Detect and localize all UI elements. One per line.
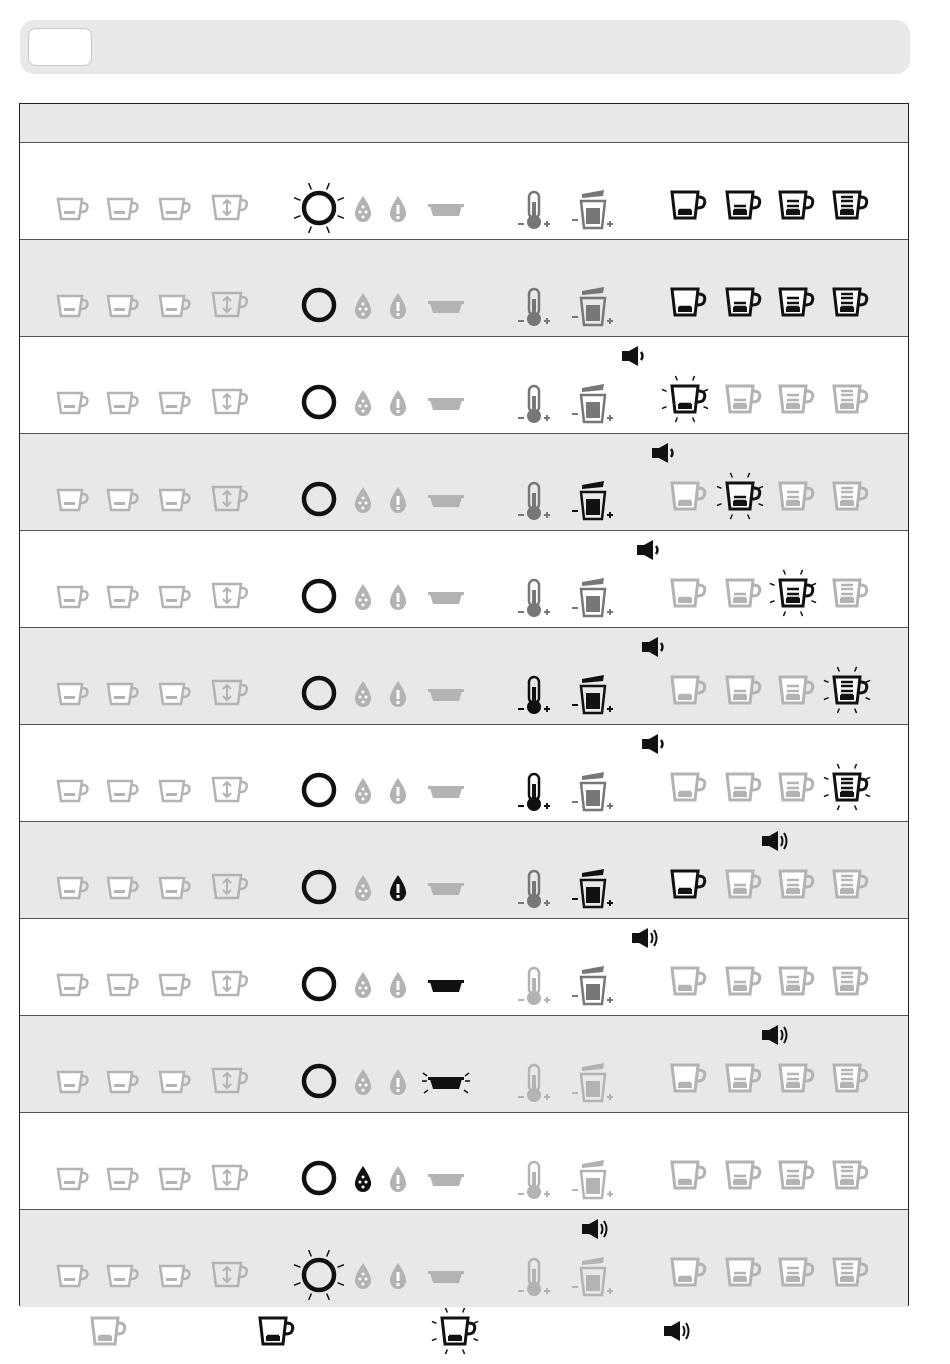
water-warning-icon (388, 1261, 408, 1291)
small-cup-icon (56, 584, 92, 612)
light-cup-3-icon (772, 962, 816, 1002)
large-cup-icon (158, 293, 194, 321)
light-cup-1-icon (664, 477, 708, 517)
table-row (20, 531, 908, 628)
mug-icon (211, 679, 251, 709)
table-row (20, 1113, 908, 1210)
indicator-table (19, 103, 909, 1306)
light-cup-2-icon (719, 380, 763, 420)
light-cup-1-icon (664, 865, 708, 905)
mug-icon (211, 388, 251, 418)
light-cup-1-icon (664, 380, 708, 420)
light-cup-2-icon (719, 1156, 763, 1196)
drip-tray-icon (418, 875, 474, 903)
sound-signal-icon (662, 1320, 694, 1342)
light-cup-4-icon (826, 1253, 870, 1293)
table-row (20, 434, 908, 531)
small-cup-icon (56, 487, 92, 515)
power-ring-icon (295, 1255, 343, 1295)
mug-icon (211, 873, 251, 903)
drip-tray-icon (418, 1166, 474, 1194)
sound-signal-icon (620, 345, 652, 367)
light-cup-4-icon (826, 671, 870, 711)
descale-drop-icon (352, 776, 374, 806)
small-cup-icon (56, 875, 92, 903)
cup-volume-icon (570, 964, 616, 1008)
mug-icon (211, 970, 251, 1000)
light-cup-2-icon (719, 477, 763, 517)
temperature-icon (516, 1061, 560, 1105)
light-cup-2-icon (719, 768, 763, 808)
water-warning-icon (388, 194, 408, 224)
light-cup-3-icon (772, 865, 816, 905)
sound-signal-icon (635, 539, 667, 561)
cup-volume-icon (570, 285, 616, 329)
water-warning-icon (388, 970, 408, 1000)
light-cup-3-icon (772, 574, 816, 614)
light-cup-3-icon (772, 186, 816, 226)
light-cup-3-icon (772, 1059, 816, 1099)
medium-cup-icon (106, 1069, 142, 1097)
light-cup-4-icon (826, 574, 870, 614)
water-warning-icon (388, 388, 408, 418)
light-cup-4-icon (826, 186, 870, 226)
cup-volume-icon (570, 382, 616, 426)
drip-tray-icon (418, 196, 474, 224)
drip-tray-icon (418, 584, 474, 612)
descale-drop-icon (352, 1164, 374, 1194)
small-cup-icon (56, 972, 92, 1000)
drip-tray-icon (418, 487, 474, 515)
water-warning-icon (388, 485, 408, 515)
light-cup-2-icon (719, 186, 763, 226)
light-cup-3-icon (772, 477, 816, 517)
power-ring-icon (295, 285, 343, 325)
drip-tray-icon (418, 390, 474, 418)
light-cup-4-icon (826, 1156, 870, 1196)
light-cup-1-icon (664, 768, 708, 808)
temperature-icon (516, 382, 560, 426)
table-row (20, 822, 908, 919)
power-ring-icon (295, 1061, 343, 1101)
small-cup-icon (56, 681, 92, 709)
light-cup-2-icon (719, 962, 763, 1002)
water-warning-icon (388, 873, 408, 903)
descale-drop-icon (352, 291, 374, 321)
sound-signal-icon (640, 733, 672, 755)
light-cup-4-icon (826, 1059, 870, 1099)
light-cup-4-icon (826, 962, 870, 1002)
table-row (20, 725, 908, 822)
mug-icon (211, 1067, 251, 1097)
medium-cup-icon (106, 1263, 142, 1291)
sound-signal-icon (650, 442, 682, 464)
medium-cup-icon (106, 196, 142, 224)
cup-volume-icon (570, 770, 616, 814)
light-cup-2-icon (719, 865, 763, 905)
small-cup-icon (56, 778, 92, 806)
cup-volume-icon (570, 1255, 616, 1299)
temperature-icon (516, 673, 560, 717)
mug-icon (211, 1261, 251, 1291)
temperature-icon (516, 479, 560, 523)
small-cup-icon (56, 390, 92, 418)
water-warning-icon (388, 679, 408, 709)
power-ring-icon (295, 1158, 343, 1198)
descale-drop-icon (352, 388, 374, 418)
large-cup-icon (158, 390, 194, 418)
light-blinking-icon (434, 1312, 478, 1352)
large-cup-icon (158, 196, 194, 224)
light-cup-2-icon (719, 1059, 763, 1099)
medium-cup-icon (106, 390, 142, 418)
large-cup-icon (158, 487, 194, 515)
descale-drop-icon (352, 485, 374, 515)
small-cup-icon (56, 1069, 92, 1097)
water-warning-icon (388, 1067, 408, 1097)
light-cup-3-icon (772, 671, 816, 711)
large-cup-icon (158, 1263, 194, 1291)
light-cup-3-icon (772, 1253, 816, 1293)
light-cup-1-icon (664, 671, 708, 711)
cup-volume-icon (570, 1061, 616, 1105)
light-cup-3-icon (772, 380, 816, 420)
drip-tray-icon (418, 1263, 474, 1291)
large-cup-icon (158, 681, 194, 709)
medium-cup-icon (106, 972, 142, 1000)
mug-icon (211, 485, 251, 515)
medium-cup-icon (106, 293, 142, 321)
sound-signal-icon (640, 636, 672, 658)
descale-drop-icon (352, 1261, 374, 1291)
mug-icon (211, 194, 251, 224)
water-warning-icon (388, 291, 408, 321)
table-row (20, 143, 908, 240)
table-row (20, 1016, 908, 1113)
drip-tray-icon (418, 778, 474, 806)
descale-drop-icon (352, 582, 374, 612)
light-cup-1-icon (664, 283, 708, 323)
power-ring-icon (295, 576, 343, 616)
drip-tray-icon (418, 293, 474, 321)
descale-drop-icon (352, 970, 374, 1000)
drip-tray-icon (418, 681, 474, 709)
power-ring-icon (295, 479, 343, 519)
light-cup-4-icon (826, 768, 870, 808)
cup-volume-icon (570, 576, 616, 620)
table-row (20, 628, 908, 725)
power-ring-icon (295, 770, 343, 810)
descale-drop-icon (352, 1067, 374, 1097)
light-cup-3-icon (772, 283, 816, 323)
cup-volume-icon (570, 673, 616, 717)
light-cup-2-icon (719, 671, 763, 711)
light-cup-2-icon (719, 1253, 763, 1293)
medium-cup-icon (106, 875, 142, 903)
sound-signal-icon (580, 1218, 612, 1240)
light-cup-1-icon (664, 574, 708, 614)
mug-icon (211, 291, 251, 321)
temperature-icon (516, 576, 560, 620)
water-warning-icon (388, 776, 408, 806)
water-warning-icon (388, 1164, 408, 1194)
header-tab (28, 28, 92, 66)
mug-icon (211, 1164, 251, 1194)
light-cup-1-icon (664, 1156, 708, 1196)
large-cup-icon (158, 875, 194, 903)
sound-signal-icon (760, 1024, 792, 1046)
large-cup-icon (158, 972, 194, 1000)
medium-cup-icon (106, 681, 142, 709)
power-ring-icon (295, 673, 343, 713)
power-ring-icon (295, 867, 343, 907)
temperature-icon (516, 1255, 560, 1299)
table-row (20, 240, 908, 337)
descale-drop-icon (352, 194, 374, 224)
descale-drop-icon (352, 873, 374, 903)
temperature-icon (516, 867, 560, 911)
light-cup-2-icon (719, 574, 763, 614)
medium-cup-icon (106, 487, 142, 515)
power-ring-icon (295, 188, 343, 228)
drip-tray-icon (418, 1069, 474, 1097)
light-cup-1-icon (664, 1253, 708, 1293)
legend (0, 1306, 950, 1364)
light-cup-3-icon (772, 768, 816, 808)
table-header-row (20, 104, 908, 143)
power-ring-icon (295, 382, 343, 422)
sound-signal-icon (630, 927, 662, 949)
sound-signal-icon (760, 830, 792, 852)
light-cup-2-icon (719, 283, 763, 323)
temperature-icon (516, 285, 560, 329)
large-cup-icon (158, 1069, 194, 1097)
large-cup-icon (158, 1166, 194, 1194)
cup-volume-icon (570, 479, 616, 523)
light-cup-1-icon (664, 186, 708, 226)
power-ring-icon (295, 964, 343, 1004)
cup-volume-icon (570, 188, 616, 232)
water-warning-icon (388, 582, 408, 612)
medium-cup-icon (106, 584, 142, 612)
table-row (20, 337, 908, 434)
cup-volume-icon (570, 1158, 616, 1202)
light-cup-1-icon (664, 1059, 708, 1099)
light-cup-4-icon (826, 380, 870, 420)
large-cup-icon (158, 584, 194, 612)
medium-cup-icon (106, 778, 142, 806)
temperature-icon (516, 188, 560, 232)
small-cup-icon (56, 293, 92, 321)
large-cup-icon (158, 778, 194, 806)
light-cup-3-icon (772, 1156, 816, 1196)
light-off-icon (84, 1312, 128, 1352)
small-cup-icon (56, 1166, 92, 1194)
cup-volume-icon (570, 867, 616, 911)
medium-cup-icon (106, 1166, 142, 1194)
light-cup-4-icon (826, 477, 870, 517)
temperature-icon (516, 770, 560, 814)
light-cup-1-icon (664, 962, 708, 1002)
light-cup-4-icon (826, 283, 870, 323)
header-bar (20, 20, 910, 74)
small-cup-icon (56, 1263, 92, 1291)
temperature-icon (516, 1158, 560, 1202)
drip-tray-icon (418, 972, 474, 1000)
table-row (20, 919, 908, 1016)
small-cup-icon (56, 196, 92, 224)
table-row (20, 1210, 908, 1307)
mug-icon (211, 582, 251, 612)
light-cup-4-icon (826, 865, 870, 905)
temperature-icon (516, 964, 560, 1008)
descale-drop-icon (352, 679, 374, 709)
light-on-icon (252, 1312, 296, 1352)
mug-icon (211, 776, 251, 806)
